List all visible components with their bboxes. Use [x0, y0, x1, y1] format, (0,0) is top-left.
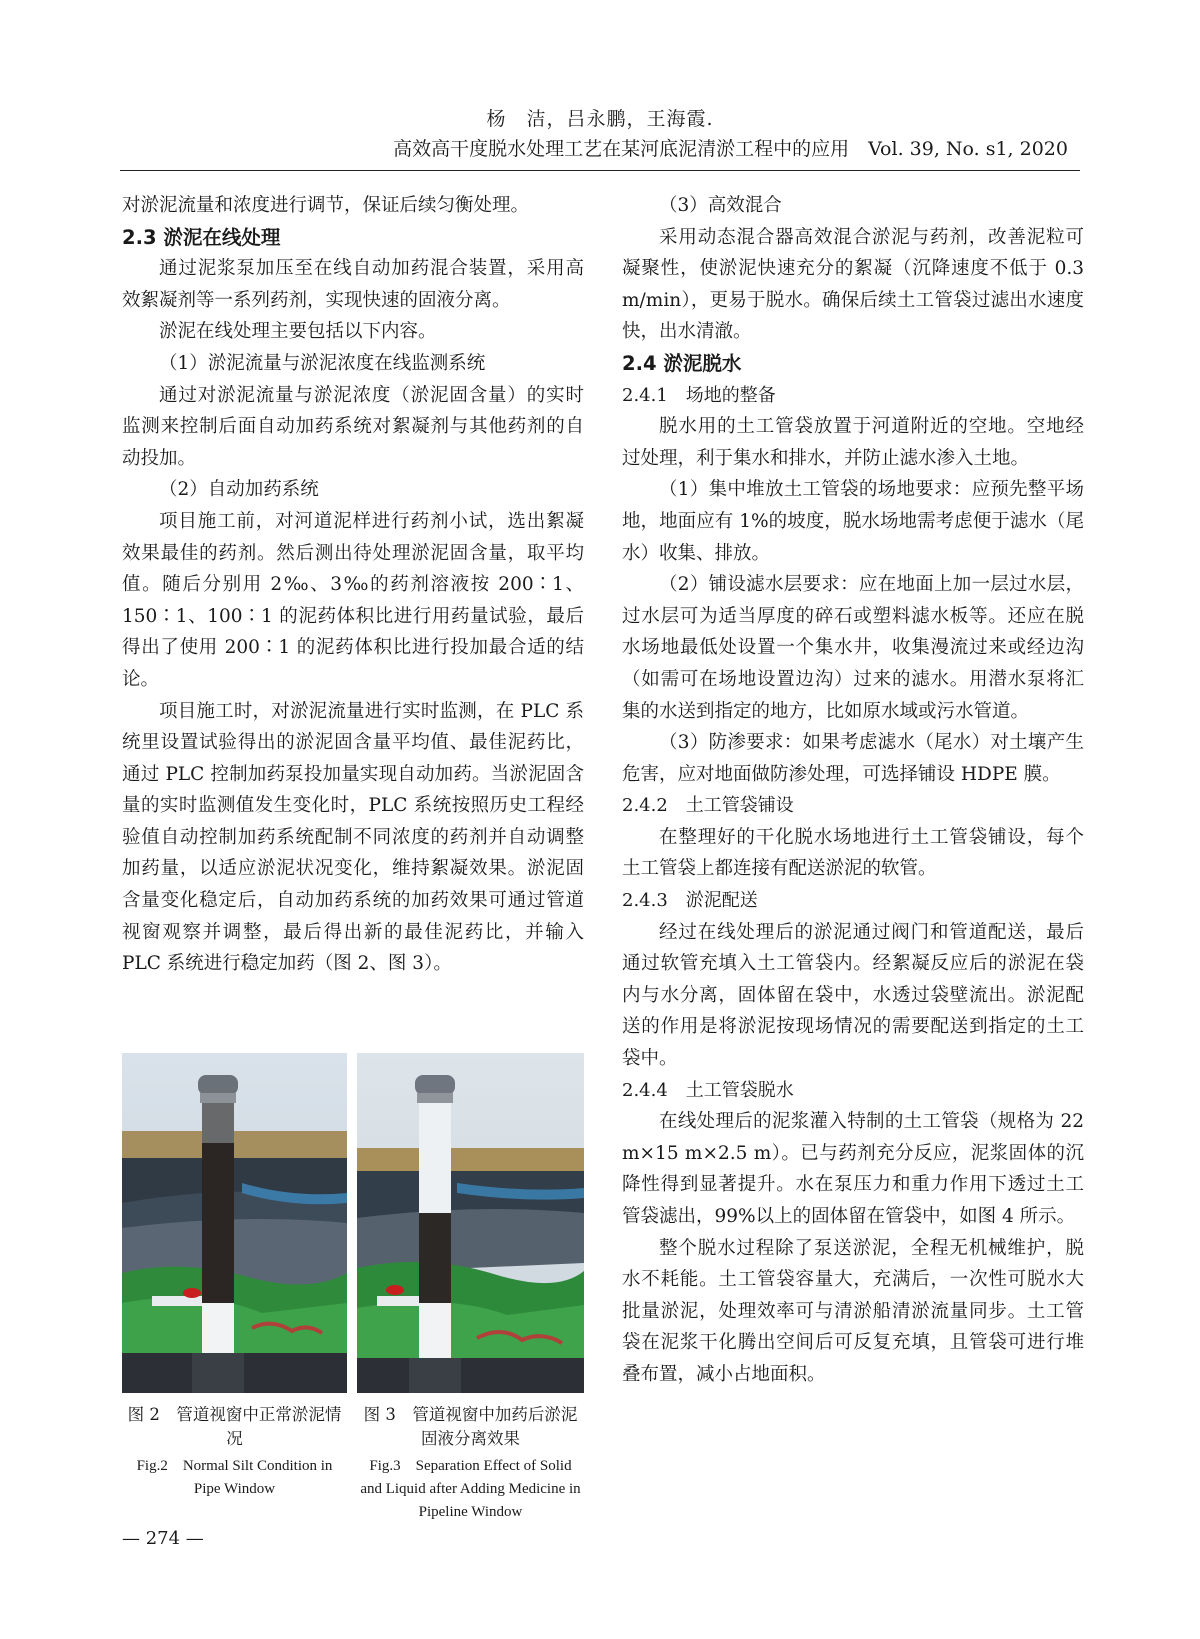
section-heading-2-4: 2.4 淤泥脱水	[622, 351, 742, 375]
header-authors: 杨 洁，吕永鹏，王海霞.	[486, 108, 714, 130]
fig2-photo	[122, 1053, 347, 1393]
paragraph: （3）防渗要求：如果考虑滤水（尾水）对土壤产生危害，应对地面做防渗处理，可选择铺设 HDPE 膜。	[622, 732, 1084, 785]
subsection-heading-2-4-4: 2.4.4 土工管袋脱水	[622, 1079, 794, 1101]
paragraph: （1）淤泥流量与淤泥浓度在线监测系统	[159, 352, 486, 374]
header-title-line: 高效高干度脱水处理工艺在某河底泥清淤工程中的应用 Vol. 39, No. s1, 2020	[393, 138, 1068, 160]
paragraph: 淤泥在线处理主要包括以下内容。	[159, 321, 437, 343]
running-header	[120, 104, 1080, 164]
paragraph: 经过在线处理后的淤泥通过阀门和管道配送，最后通过软管充填入土工管袋内。经絮凝反应后的淤泥在袋内与水分离，固体留在袋中，水透过袋壁流出。淤泥配送的作用是将淤泥按现场情况的需要配送到指定的土工袋中。	[622, 921, 1084, 1070]
paragraph: 通过泥浆泵加压至在线自动加药混合装置，采用高效絮凝剂等一系列药剂，实现快速的固液分离。	[122, 258, 584, 311]
paragraph: 项目施工前，对河道泥样进行药剂小试，选出絮凝效果最佳的药剂。然后测出待处理淤泥固含量，取平均值。随后分别用 2‰、3‰的药剂溶液按 200∶1、150∶1、100∶1 的泥药体积比进行用药量试验，最后得出了使用 200∶1 的泥药体积比进行投加最合适的结论。	[122, 510, 584, 690]
section-heading-2-3: 2.3 淤泥在线处理	[122, 225, 281, 249]
paragraph: 项目施工时，对淤泥流量进行实时监测，在 PLC 系统里设置试验得出的淤泥固含量平均值、最佳泥药比，通过 PLC 控制加药泵投加量实现自动加药。当淤泥固含量的实时监测值发生变化时，PLC 系统按照历史工程经验值自动控制加药系统配制不同浓度的药剂并自动调整加药量，以适应淤泥状况变化，维持絮凝效果。淤泥固含量变化稳定后，自动加药系统的加药效果可通过管道视窗观察并调整，最后得出新的最佳泥药比，并输入 PLC 系统进行稳定加药（图 2、图 3）。	[122, 700, 584, 975]
header-rule	[120, 170, 1080, 171]
paragraph: 采用动态混合器高效混合淤泥与药剂，改善泥粒可凝聚性，使淤泥快速充分的絮凝（沉降速度不低于 0.3 m/min），更易于脱水。确保后续土工管袋过滤出水速度快，出水清澈。	[622, 226, 1084, 343]
fig2-caption	[122, 1403, 347, 1501]
fig3-photo	[357, 1053, 584, 1393]
paragraph: （1）集中堆放土工管袋的场地要求：应预先整平场地，地面应有 1%的坡度，脱水场地需考虑便于滤水（尾水）收集、排放。	[622, 479, 1084, 564]
fig3-caption-en: Fig.3 Separation Effect of Solid and Liquid after Adding Medicine in Pipeline Window	[360, 1458, 581, 1520]
figure-pair	[122, 1053, 584, 1393]
paragraph: 在整理好的干化脱水场地进行土工管袋铺设，每个土工管袋上都连接有配送淤泥的软管。	[622, 826, 1084, 880]
paragraph: （2）自动加药系统	[159, 479, 319, 501]
page-number: — 274 —	[122, 1528, 204, 1549]
subsection-heading-2-4-2: 2.4.2 土工管袋铺设	[622, 795, 794, 817]
paragraph: 通过对淤泥流量与淤泥浓度（淤泥固含量）的实时监测来控制后面自动加药系统对絮凝剂与其他药剂的自动投加。	[122, 384, 584, 469]
left-column	[122, 190, 584, 980]
paragraph: 整个脱水过程除了泵送淤泥，全程无机械维护，脱水不耗能。土工管袋容量大，充满后，一次性可脱水大批量淤泥，处理效率可与清淤船清淤流量同步。土工管袋在泥浆干化腾出空间后可反复充填，且管袋可进行堆叠布置，减小占地面积。	[622, 1237, 1084, 1385]
paragraph: 对淤泥流量和浓度进行调节，保证后续匀衡处理。	[122, 195, 530, 216]
paragraph: （3）高效混合	[659, 195, 782, 216]
fig3-caption	[357, 1403, 584, 1524]
paragraph: （2）铺设滤水层要求：应在地面上加一层过水层，过水层可为适当厚度的碎石或塑料滤水板等。还应在脱水场地最低处设置一个集水井，收集漫流过来或经边沟（如需可在场地设置边沟）过来的滤水。用潜水泵将汇集的水送到指定的地方，比如原水域或污水管道。	[622, 574, 1084, 722]
subsection-heading-2-4-1: 2.4.1 场地的整备	[622, 384, 776, 406]
fig2-caption-zh: 图 2 管道视窗中正常淤泥情况	[127, 1405, 342, 1448]
paragraph: 在线处理后的泥浆灌入特制的土工管袋（规格为 22 m×15 m×2.5 m）。已与药剂充分反应，泥浆固体的沉降性得到显著提升。水在泵压力和重力作用下透过土工管袋滤出，99%以上的固体留在管袋中，如图 4 所示。	[622, 1111, 1084, 1227]
right-column	[622, 190, 1084, 1391]
fig2-caption-en: Fig.2 Normal Silt Condition in Pipe Window	[136, 1458, 333, 1497]
fig3-caption-zh: 图 3 管道视窗中加药后淤泥固液分离效果	[363, 1405, 578, 1448]
subsection-heading-2-4-3: 2.4.3 淤泥配送	[622, 890, 758, 912]
paragraph: 脱水用的土工管袋放置于河道附近的空地。空地经过处理，利于集水和排水，并防止滤水渗入土地。	[622, 416, 1084, 469]
